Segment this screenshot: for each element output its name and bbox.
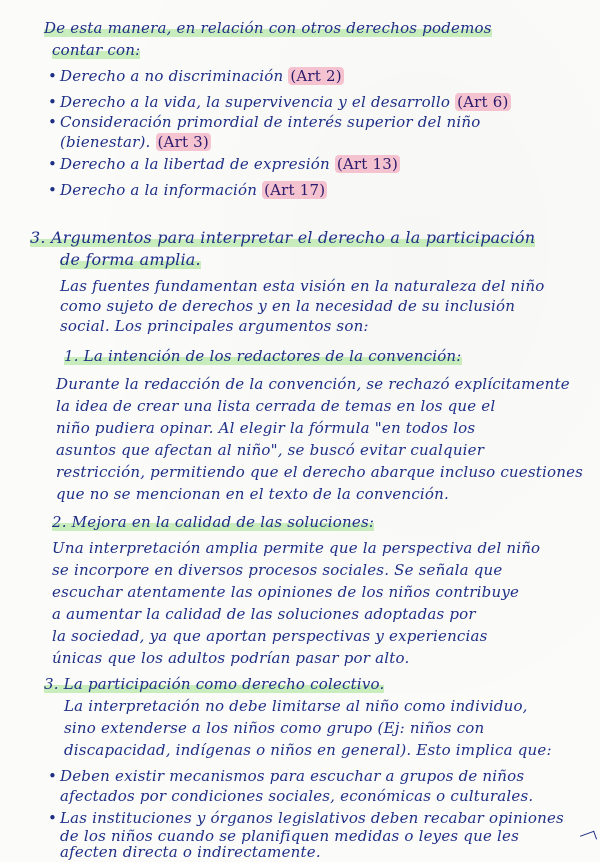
page-corner-mark — [580, 831, 597, 845]
argument-1-line-1: Durante la redacción de la convención, se rechazó explícitamente — [56, 375, 570, 393]
section-3-paragraph-line-3: social. Los principales argumentos son: — [60, 317, 369, 335]
bullet-item-1 — [48, 66, 344, 86]
bullet-dot: • — [48, 67, 58, 85]
argument-3-line-2: sino extenderse a los niños como grupo (Ej: niños con — [64, 719, 485, 737]
bullet-text: Las instituciones y órganos legislativos deben recabar opiniones — [60, 809, 564, 827]
bullet-dot: • — [48, 113, 58, 131]
argument-1-line-3: niño pudiera opinar. Al elegir la fórmula "en todos los — [56, 419, 476, 437]
bullet-text: Deben existir mecanismos para escuchar a grupos de niños — [60, 767, 525, 785]
argument-2-line-4: a aumentar la calidad de las soluciones adoptadas por — [52, 605, 476, 623]
bullet-item-3 — [48, 112, 481, 132]
argument-2-line-6: únicas que los adultos podrían pasar por alto. — [52, 649, 410, 667]
argument-1-line-2: la idea de crear una lista cerrada de temas en los que el — [56, 397, 496, 415]
argument-2-heading: 2. Mejora en la calidad de las soluciones: — [52, 513, 375, 531]
bullet-item-2 — [48, 92, 511, 112]
bullet-text: Derecho a no discriminación — [60, 67, 284, 85]
section-3-paragraph-line-1: Las fuentes fundamentan esta visión en la naturaleza del niño — [60, 277, 545, 295]
bullet-item-5 — [48, 180, 327, 200]
argument-2-line-2: se incorpore en diversos procesos sociales. Se señala que — [52, 561, 503, 579]
argument-3-bullet-2 — [48, 808, 564, 828]
article-ref: (Art 6) — [457, 93, 509, 111]
argument-1-line-6: que no se mencionan en el texto de la convención. — [56, 485, 449, 503]
argument-3-bullet-1-cont: afectados por condiciones sociales, económicas o culturales. — [60, 787, 534, 805]
article-ref: (Art 17) — [264, 181, 326, 199]
argument-1-heading: 1. La intención de los redactores de la convención: — [64, 347, 462, 365]
section-3-heading-line-2: de forma amplia. — [60, 250, 201, 269]
argument-1-line-4: asuntos que afectan al niño", se buscó evitar cualquier — [56, 441, 485, 459]
bullet-dot: • — [48, 181, 58, 199]
bullet-text: Derecho a la libertad de expresión — [60, 155, 330, 173]
argument-2-line-3: escuchar atentamente las opiniones de los niños contribuye — [52, 583, 520, 601]
argument-2-line-1: Una interpretación amplia permite que la perspectiva del niño — [52, 539, 541, 557]
argument-3-line-3: discapacidad, indígenas o niños en general). Esto implica que: — [64, 741, 552, 759]
argument-3-line-1: La interpretación no debe limitarse al niño como individuo, — [64, 697, 528, 715]
bullet-dot: • — [48, 767, 58, 785]
bullet-text: Derecho a la información — [60, 181, 258, 199]
argument-2-line-5: la sociedad, ya que aportan perspectivas y experiencias — [52, 627, 488, 645]
intro-line-1: De esta manera, en relación con otros derechos podemos — [44, 19, 492, 37]
article-ref: (Art 3) — [157, 133, 209, 151]
section-3-paragraph-line-2: como sujeto de derechos y en la necesidad de su inclusión — [60, 297, 516, 315]
bullet-dot: • — [48, 809, 58, 827]
bullet-text: Consideración primordial de interés superior del niño — [60, 113, 481, 131]
argument-3-bullet-2-cont: de los niños cuando se planifiquen medidas o leyes que les — [60, 827, 519, 845]
article-ref: (Art 2) — [290, 67, 342, 85]
argument-3-bullet-1 — [48, 766, 524, 786]
bullet-dot: • — [48, 93, 58, 111]
article-ref: (Art 13) — [336, 155, 399, 173]
intro-line-2: contar con: — [52, 41, 141, 59]
argument-3-bullet-2-cont-2: afecten directa o indirectamente. — [60, 843, 321, 861]
section-3-heading-line-1: 3. Argumentos para interpretar el derecho a la participación — [30, 228, 536, 247]
argument-3-heading: 3. La participación como derecho colectivo. — [44, 675, 385, 693]
argument-1-line-5: restricción, permitiendo que el derecho abarque incluso cuestiones — [56, 463, 584, 481]
bullet-dot: • — [48, 155, 58, 173]
bullet-text: Derecho a la vida, la supervivencia y el desarrollo — [60, 93, 451, 111]
bullet-text: (bienestar). — [60, 133, 151, 151]
bullet-item-3-cont — [60, 132, 211, 152]
bullet-item-4 — [48, 154, 400, 174]
